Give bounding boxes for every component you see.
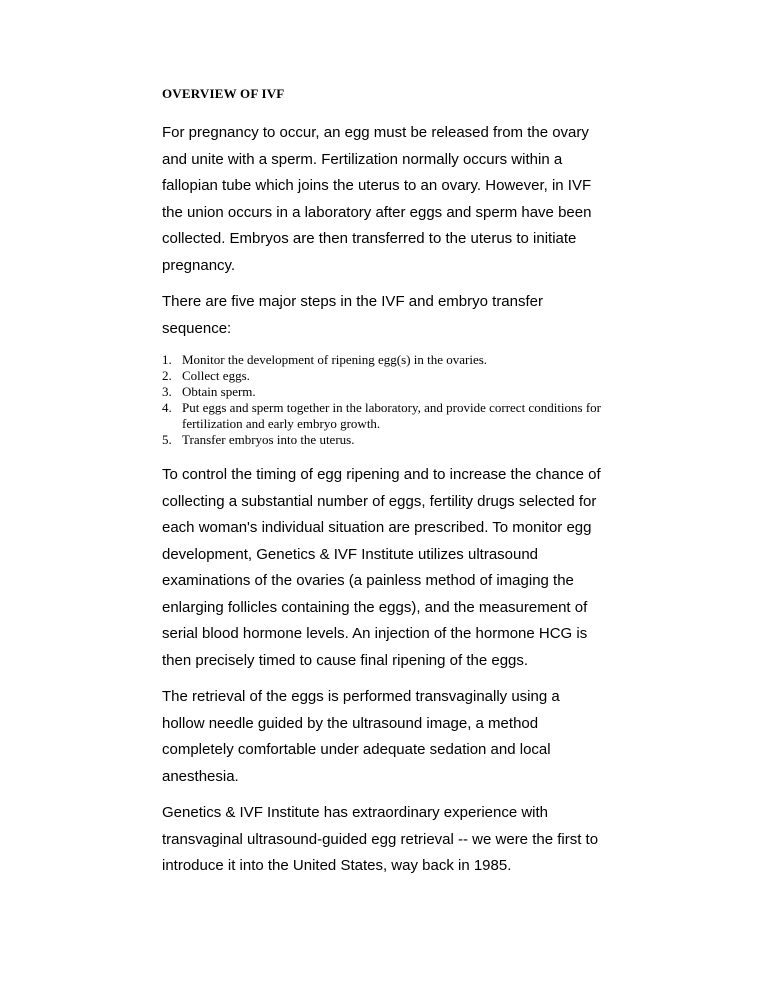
experience-paragraph: Genetics & IVF Institute has extraordinary experience with transvaginal ultrasound-guided egg retrieval -- we were the first to introduce it into the United States, way back in 1985. [162,804,599,874]
step-text: Transfer embryos into the uterus. [182,432,355,447]
list-item [162,432,602,448]
list-item [162,352,602,368]
list-item [162,368,602,384]
step-number: 3. [162,384,172,399]
document-page [162,86,602,890]
step-number: 1. [162,352,172,367]
step-text: Monitor the development of ripening egg(s) in the ovaries. [182,352,488,367]
steps-intro-paragraph: There are five major steps in the IVF and embryo transfer sequence: [162,293,543,337]
step-number: 2. [162,368,172,383]
step-text: Collect eggs. [182,368,250,383]
retrieval-paragraph: The retrieval of the eggs is performed transvaginally using a hollow needle guided by the ultrasound image, a method completely comfortable under adequate sedation and local anesthesia. [162,688,560,785]
step-text: Put eggs and sperm together in the laboratory, and provide correct conditions for fertilization and early embryo growth. [182,400,602,431]
step-text: Obtain sperm. [182,384,256,399]
timing-paragraph: To control the timing of egg ripening and to increase the chance of collecting a substantial number of eggs, fertility drugs selected for each woman's individual situation are prescribed. To monitor egg development, Genetics & IVF Institute utilizes ultrasound examinations of the ovaries (a painless method of imaging the enlarging follicles containing the eggs), and the measurement of serial blood hormone levels. An injection of the hormone HCG is then precisely timed to cause final ripening of the eggs. [162,466,601,669]
steps-list [162,352,602,448]
list-item [162,400,602,432]
step-number: 4. [162,400,172,415]
intro-paragraph: For pregnancy to occur, an egg must be released from the ovary and unite with a sperm. Fertilization normally occurs within a fallopian tube which joins the uterus to an ovary. However, in IVF the union occurs in a laboratory after eggs and sperm have been collected. Embryos are then transferred to the uterus to initiate pregnancy. [162,124,592,274]
page-title: OVERVIEW OF IVF [162,86,285,101]
list-item [162,384,602,400]
step-number: 5. [162,432,172,447]
